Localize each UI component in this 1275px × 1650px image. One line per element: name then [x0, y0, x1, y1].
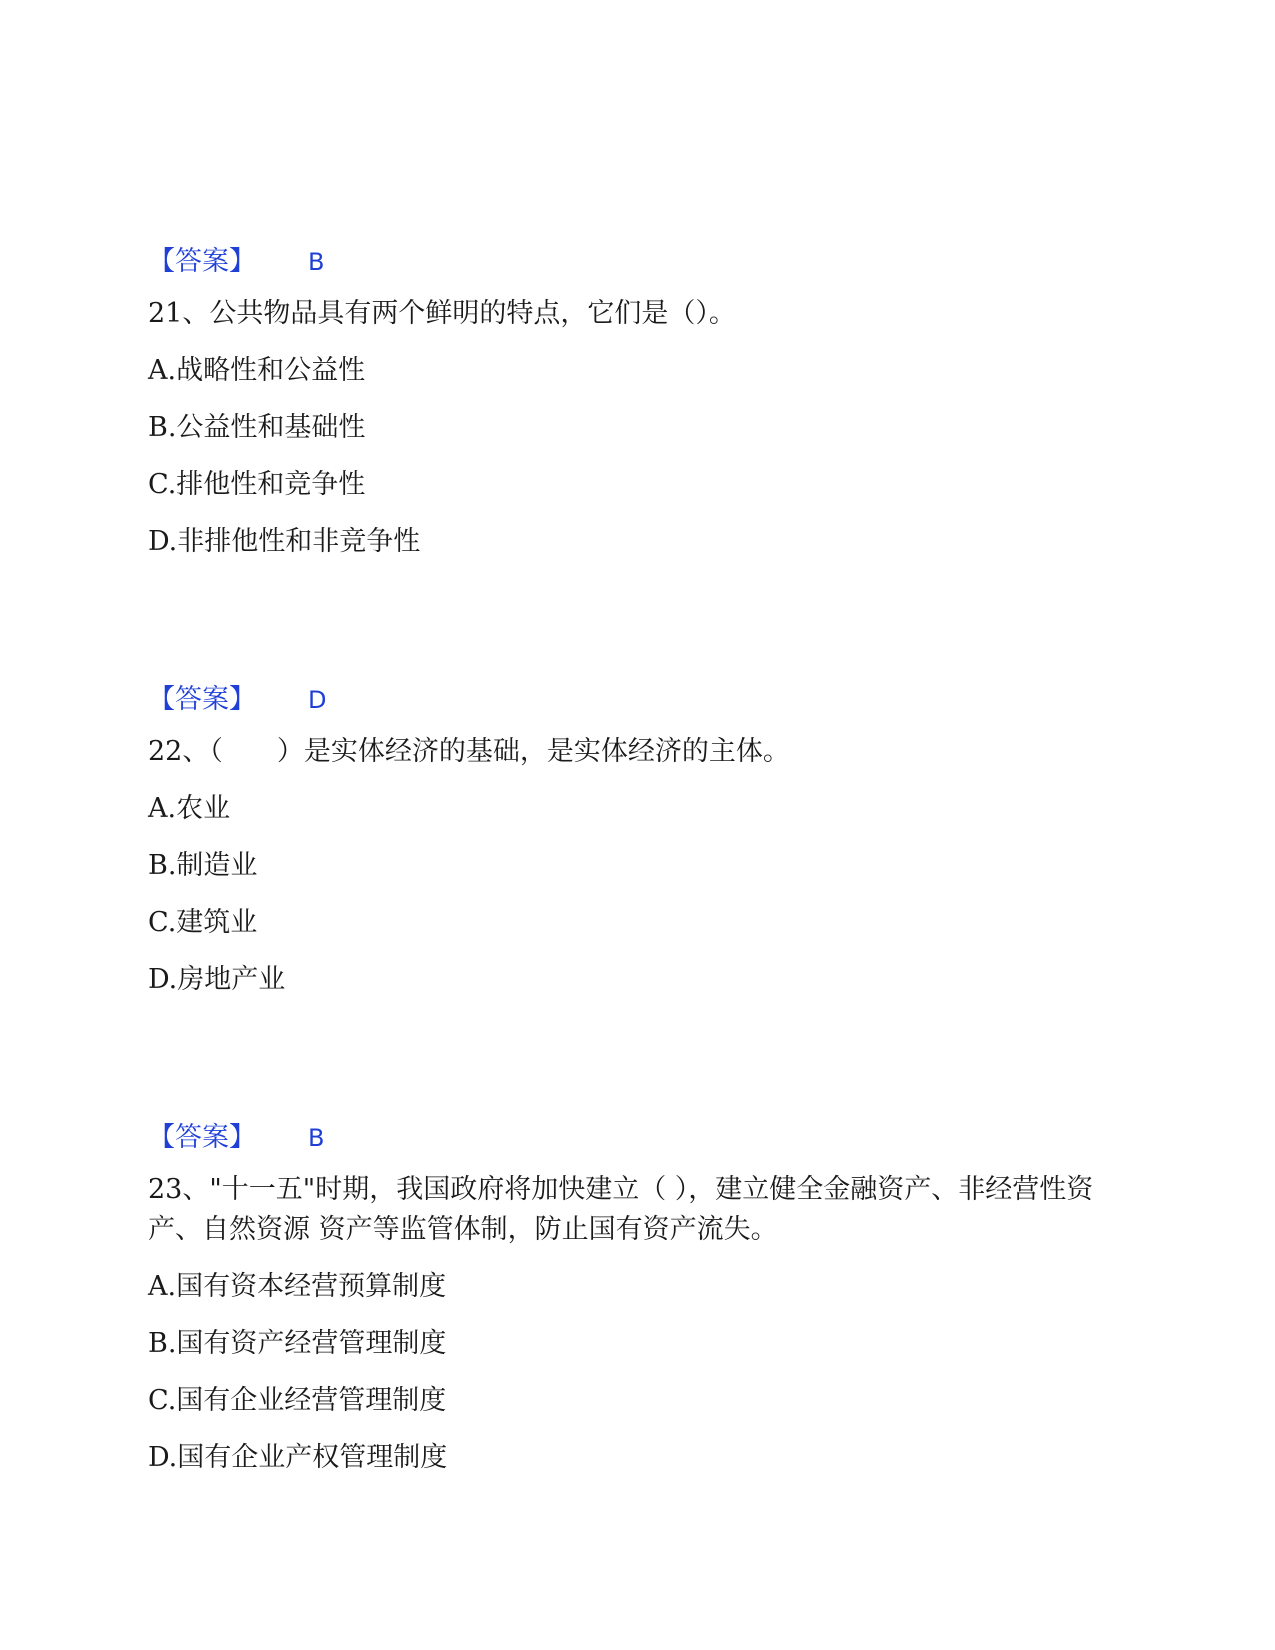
- answer-label: 【答案】: [148, 246, 256, 277]
- question-block-22: [148, 680, 1128, 1000]
- question-block-21: [148, 242, 1128, 562]
- answer-line: [148, 1118, 1128, 1158]
- option-b: B.国有资产经营管理制度: [148, 1328, 447, 1359]
- option-b: B.制造业: [148, 850, 258, 881]
- option-c: C.国有企业经营管理制度: [148, 1385, 447, 1416]
- answer-line: [148, 242, 1128, 282]
- answer-value: D: [308, 686, 327, 714]
- question-text: 22、（ ）是实体经济的基础，是实体经济的主体。: [148, 736, 790, 767]
- answer-label: 【答案】: [148, 1122, 256, 1153]
- answer-line: [148, 680, 1128, 720]
- option-d: D.非排他性和非竞争性: [148, 526, 421, 557]
- option-b: B.公益性和基础性: [148, 412, 366, 443]
- option-a: A.战略性和公益性: [148, 355, 366, 386]
- option-d: D.国有企业产权管理制度: [148, 1442, 448, 1473]
- option-d: D.房地产业: [148, 964, 286, 995]
- answer-label: 【答案】: [148, 684, 256, 715]
- option-c: C.建筑业: [148, 907, 258, 938]
- option-a: A.国有资本经营预算制度: [148, 1271, 447, 1302]
- question-text: 23、"十一五"时期，我国政府将加快建立（ ），建立健全金融资产、非经营性资产、自然资源 资产等监管体制，防止国有资产流失。: [148, 1174, 1094, 1245]
- option-c: C.排他性和竞争性: [148, 469, 366, 500]
- question-block-23: [148, 1118, 1128, 1478]
- answer-value: B: [308, 1124, 325, 1152]
- answer-value: B: [308, 248, 325, 276]
- question-text: 21、公共物品具有两个鲜明的特点，它们是（）。: [148, 298, 736, 329]
- option-a: A.农业: [148, 793, 231, 824]
